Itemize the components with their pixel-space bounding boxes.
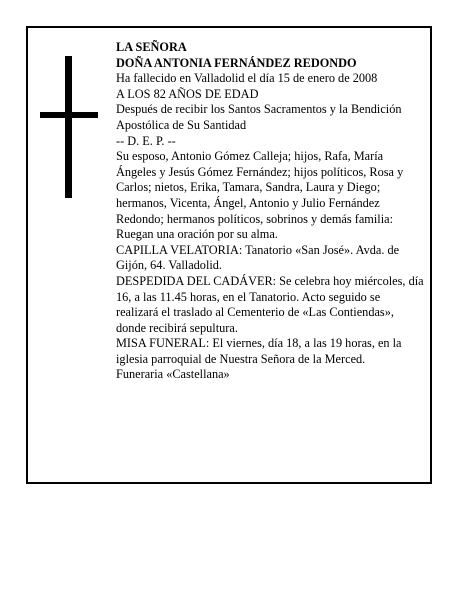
cross-icon xyxy=(40,56,98,198)
prayer-line: Ruegan una oración por su alma. xyxy=(116,227,278,242)
sacraments-line: Después de recibir los Santos Sacramentos y la Bendición Apostólica de Su Santidad xyxy=(116,102,402,132)
notice-text xyxy=(116,40,424,383)
notice-title: LA SEÑORA xyxy=(116,40,187,54)
death-line: Ha fallecido en Valladolid el día 15 de enero de 2008 xyxy=(116,71,378,86)
cross-horizontal-bar xyxy=(40,112,98,118)
deceased-name: DOÑA ANTONIA FERNÁNDEZ REDONDO xyxy=(116,55,357,70)
funeral-home: Funeraria «Castellana» xyxy=(116,367,230,382)
mass-info: MISA FUNERAL: El viernes, día 18, a las 19 horas, en la iglesia parroquial de Nuestra Señora de la Merced. xyxy=(116,336,402,366)
chapel-info: CAPILLA VELATORIA: Tanatorio «San José». Avda. de Gijón, 64. Valladolid. xyxy=(116,242,400,273)
obituary-notice xyxy=(26,26,432,484)
cross-vertical-bar xyxy=(65,56,72,198)
age-line: A LOS 82 AÑOS DE EDAD xyxy=(116,86,259,101)
family-list: Su esposo, Antonio Gómez Calleja; hijos, Rafa, María Ángeles y Jesús Gómez Fernández; hijos políticos, Rosa y Carlos; nietos, Erika, Tamara, Sandra, Laura y Diego; hermanos, Vicenta, Ángel, Antonio y Julio Fernández Redondo; hermanos políticos, sobrinos y demás familia: xyxy=(116,149,404,226)
dep-line: -- D. E. P. -- xyxy=(116,133,176,148)
farewell-info: DESPEDIDA DEL CADÁVER: Se celebra hoy miércoles, día 16, a las 11.45 horas, en el Tanatorio. Acto seguido se realizará el traslado al Cementerio de «Las Contiendas», donde recibirá sepultura. xyxy=(116,273,424,335)
